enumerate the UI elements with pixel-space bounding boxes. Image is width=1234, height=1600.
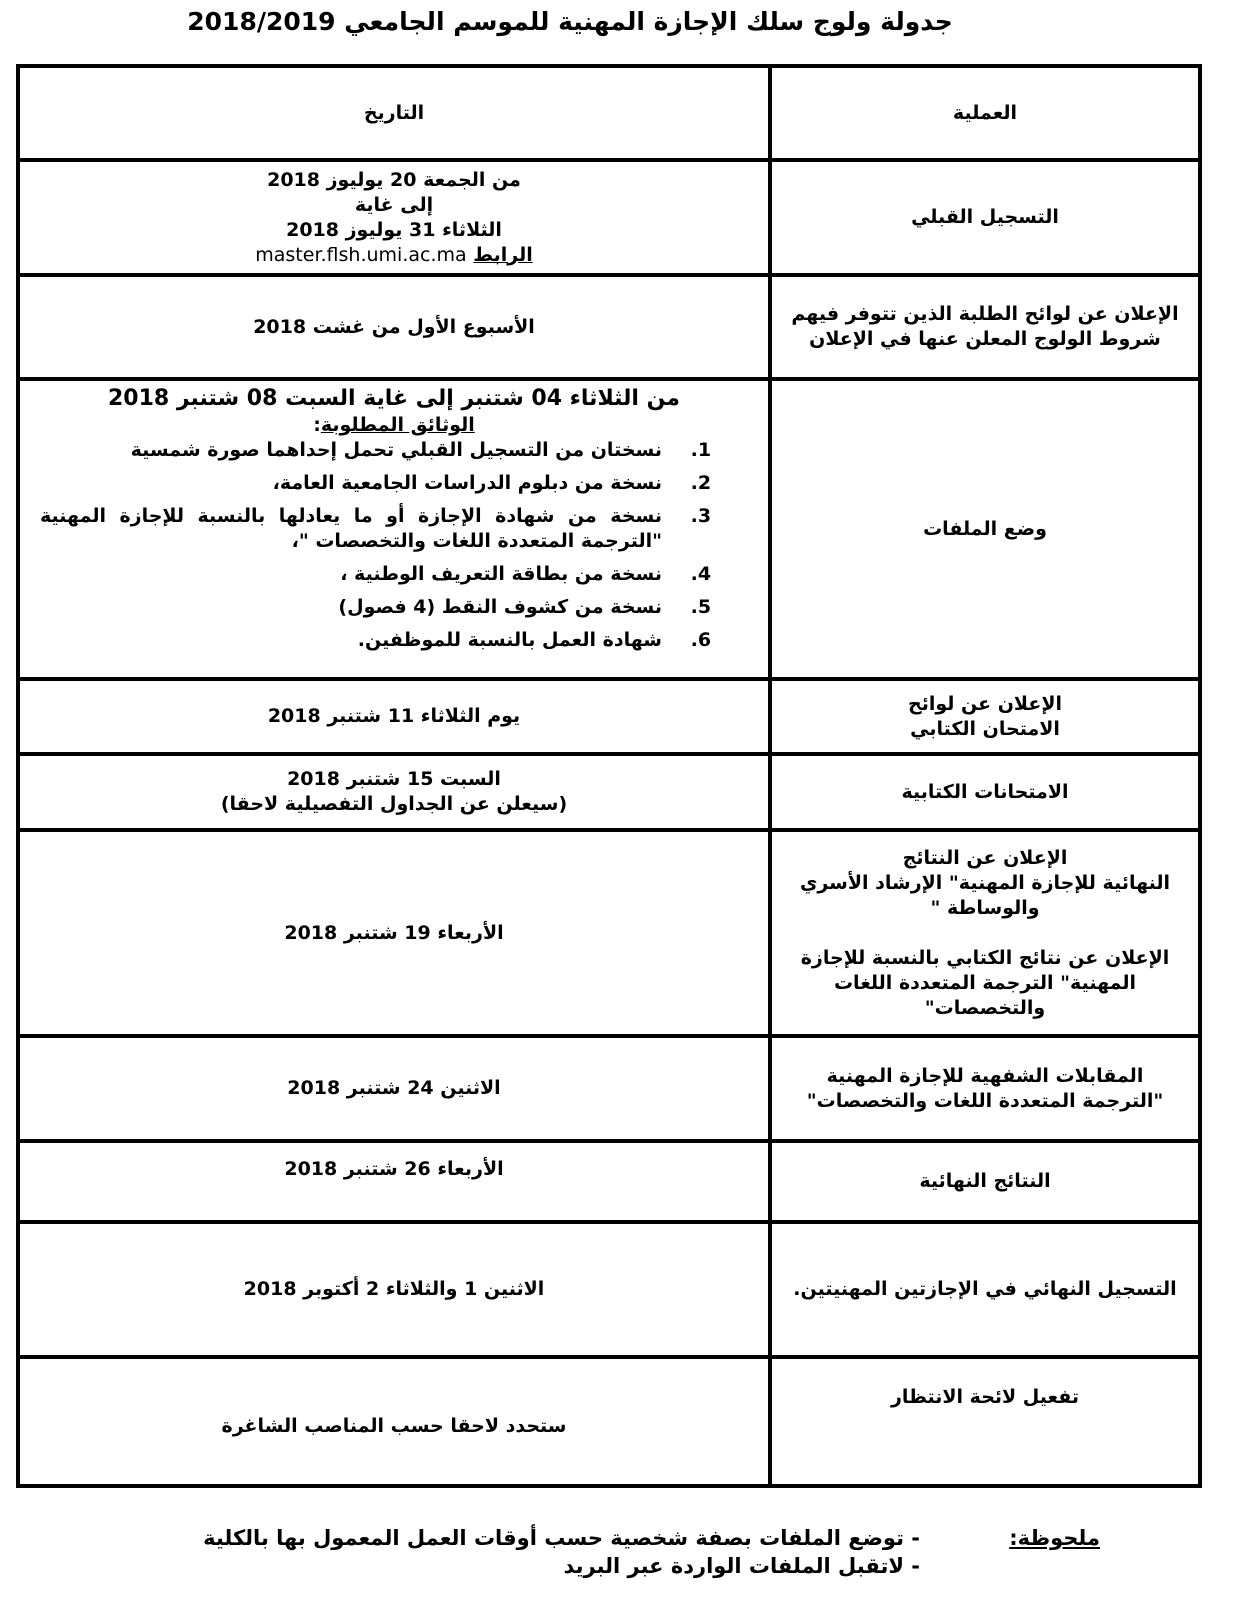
date-cell bbox=[18, 830, 770, 1036]
operation-line: الامتحان الكتابي bbox=[910, 717, 1060, 740]
date-line: (سيعلن عن الجداول التفصيلية لاحقا) bbox=[220, 793, 568, 815]
required-docs-label-line: الوثائق المطلوبة: bbox=[313, 414, 475, 436]
operation-cell bbox=[770, 754, 1200, 830]
page-title: جدولة ولوج سلك الإجازة المهنية للموسم الجامعي 2018/2019 bbox=[187, 7, 953, 36]
date-line: الثلاثاء 31 يوليوز 2018 bbox=[286, 218, 502, 241]
note-label: ملحوظة: bbox=[1009, 1526, 1100, 1550]
date-line: ستحدد لاحقا حسب المناصب الشاغرة bbox=[221, 1415, 567, 1437]
operation-line: التسجيل القبلي bbox=[911, 206, 1059, 228]
operation-line: تفعيل لائحة الانتظار bbox=[890, 1386, 1080, 1408]
date-cell bbox=[18, 1141, 770, 1222]
operation-cell bbox=[770, 830, 1200, 1036]
operation-line: والوساطة " bbox=[930, 896, 1040, 919]
operation-line: الإعلان عن لوائح bbox=[908, 692, 1062, 715]
date-cell bbox=[18, 160, 770, 275]
operation-line: "الترجمة المتعددة اللغات والتخصصات" bbox=[806, 1089, 1164, 1112]
operation-cell bbox=[770, 679, 1200, 754]
date-cell bbox=[18, 1357, 770, 1486]
registration-link[interactable]: master.flsh.umi.ac.ma bbox=[255, 243, 467, 266]
operation-line: وضع الملفات bbox=[923, 517, 1047, 540]
table-row bbox=[18, 379, 1200, 679]
date-line: الاثنين 1 والثلاثاء 2 أكتوبر 2018 bbox=[243, 1278, 545, 1300]
date-cell bbox=[18, 275, 770, 379]
table-row bbox=[18, 275, 1200, 379]
date-cell bbox=[18, 754, 770, 830]
table-row bbox=[18, 160, 1200, 275]
note-line: - لاتقبل الملفات الواردة عبر البريد bbox=[563, 1554, 920, 1578]
operation-cell bbox=[770, 1141, 1200, 1222]
list-item: 5. نسخة من كشوف النقط (4 فصول) bbox=[40, 595, 684, 620]
list-item: 2. نسخة من دبلوم الدراسات الجامعية العامة، bbox=[40, 471, 684, 496]
required-docs-list bbox=[30, 438, 758, 653]
date-line: من الجمعة 20 يوليوز 2018 bbox=[267, 168, 521, 191]
list-item: 1. نسختان من التسجيل القبلي تحمل إحداهما صورة شمسية bbox=[40, 438, 684, 463]
table-row bbox=[18, 679, 1200, 754]
operation-cell bbox=[770, 275, 1200, 379]
date-line: الأربعاء 26 شتنبر 2018 bbox=[284, 1158, 504, 1180]
operation-line: المهنية" الترجمة المتعددة اللغات bbox=[833, 971, 1137, 994]
operation-line: الامتحانات الكتابية bbox=[901, 780, 1069, 803]
schedule-table bbox=[16, 64, 1202, 1488]
date-line: الأسبوع الأول من غشت 2018 bbox=[253, 315, 535, 338]
date-line: إلى غاية bbox=[354, 193, 434, 216]
operation-cell bbox=[770, 1222, 1200, 1357]
date-cell bbox=[18, 1036, 770, 1141]
operation-line: الإعلان عن لوائح الطلبة الذين تتوفر فيهم bbox=[791, 303, 1179, 325]
table-row bbox=[18, 1141, 1200, 1222]
link-line bbox=[30, 243, 758, 268]
operation-cell bbox=[770, 1357, 1200, 1486]
link-label: الرابط bbox=[473, 243, 533, 266]
table-row bbox=[18, 1222, 1200, 1357]
table-header-row bbox=[18, 66, 1200, 160]
note-lines bbox=[203, 1524, 920, 1580]
date-cell bbox=[18, 679, 770, 754]
date-line: يوم الثلاثاء 11 شتنبر 2018 bbox=[267, 705, 521, 727]
table-row bbox=[18, 1036, 1200, 1141]
table-row bbox=[18, 754, 1200, 830]
operation-cell bbox=[770, 379, 1200, 679]
list-item: 3. نسخة من شهادة الإجازة أو ما يعادلها بالنسبة للإجازة المهنية "الترجمة المتعددة اللغات والتخصصات "، bbox=[40, 504, 684, 554]
list-item: 4. نسخة من بطاقة التعريف الوطنية ، bbox=[40, 562, 684, 587]
operation-line: النهائية للإجازة المهنية" الإرشاد الأسري bbox=[799, 871, 1171, 894]
date-line: السبت 15 شتنبر 2018 bbox=[287, 768, 501, 790]
date-cell bbox=[18, 379, 770, 679]
operation-line: الإعلان عن النتائج bbox=[902, 846, 1068, 869]
operation-line: والتخصصات" bbox=[924, 996, 1046, 1019]
operation-line: المقابلات الشفهية للإجازة المهنية bbox=[826, 1064, 1144, 1087]
table-row bbox=[18, 830, 1200, 1036]
header-operation: العملية bbox=[770, 66, 1200, 160]
date-cell bbox=[18, 1222, 770, 1357]
header-date: التاريخ bbox=[18, 66, 770, 160]
operation-line: النتائج النهائية bbox=[919, 1170, 1051, 1192]
table-row bbox=[18, 1357, 1200, 1486]
spacer bbox=[782, 921, 1188, 946]
operation-line: شروط الولوج المعلن عنها في الإعلان bbox=[809, 328, 1161, 350]
note-line: - توضع الملفات بصفة شخصية حسب أوقات العمل المعمول بها بالكلية bbox=[203, 1526, 920, 1550]
date-line: الأربعاء 19 شتنبر 2018 bbox=[284, 921, 504, 944]
required-docs-label: الوثائق المطلوبة bbox=[320, 414, 475, 436]
operation-line: الإعلان عن نتائج الكتابي بالنسبة للإجازة bbox=[800, 946, 1170, 969]
submission-period: من الثلاثاء 04 شتنبر إلى غاية السبت 08 شتنبر 2018 bbox=[107, 386, 681, 411]
date-line: الاثنين 24 شتنبر 2018 bbox=[287, 1077, 501, 1099]
list-item: 6. شهادة العمل بالنسبة للموظفين. bbox=[40, 628, 684, 653]
operation-cell bbox=[770, 160, 1200, 275]
operation-cell bbox=[770, 1036, 1200, 1141]
operation-line: التسجيل النهائي في الإجازتين المهنيتين. bbox=[793, 1278, 1177, 1300]
